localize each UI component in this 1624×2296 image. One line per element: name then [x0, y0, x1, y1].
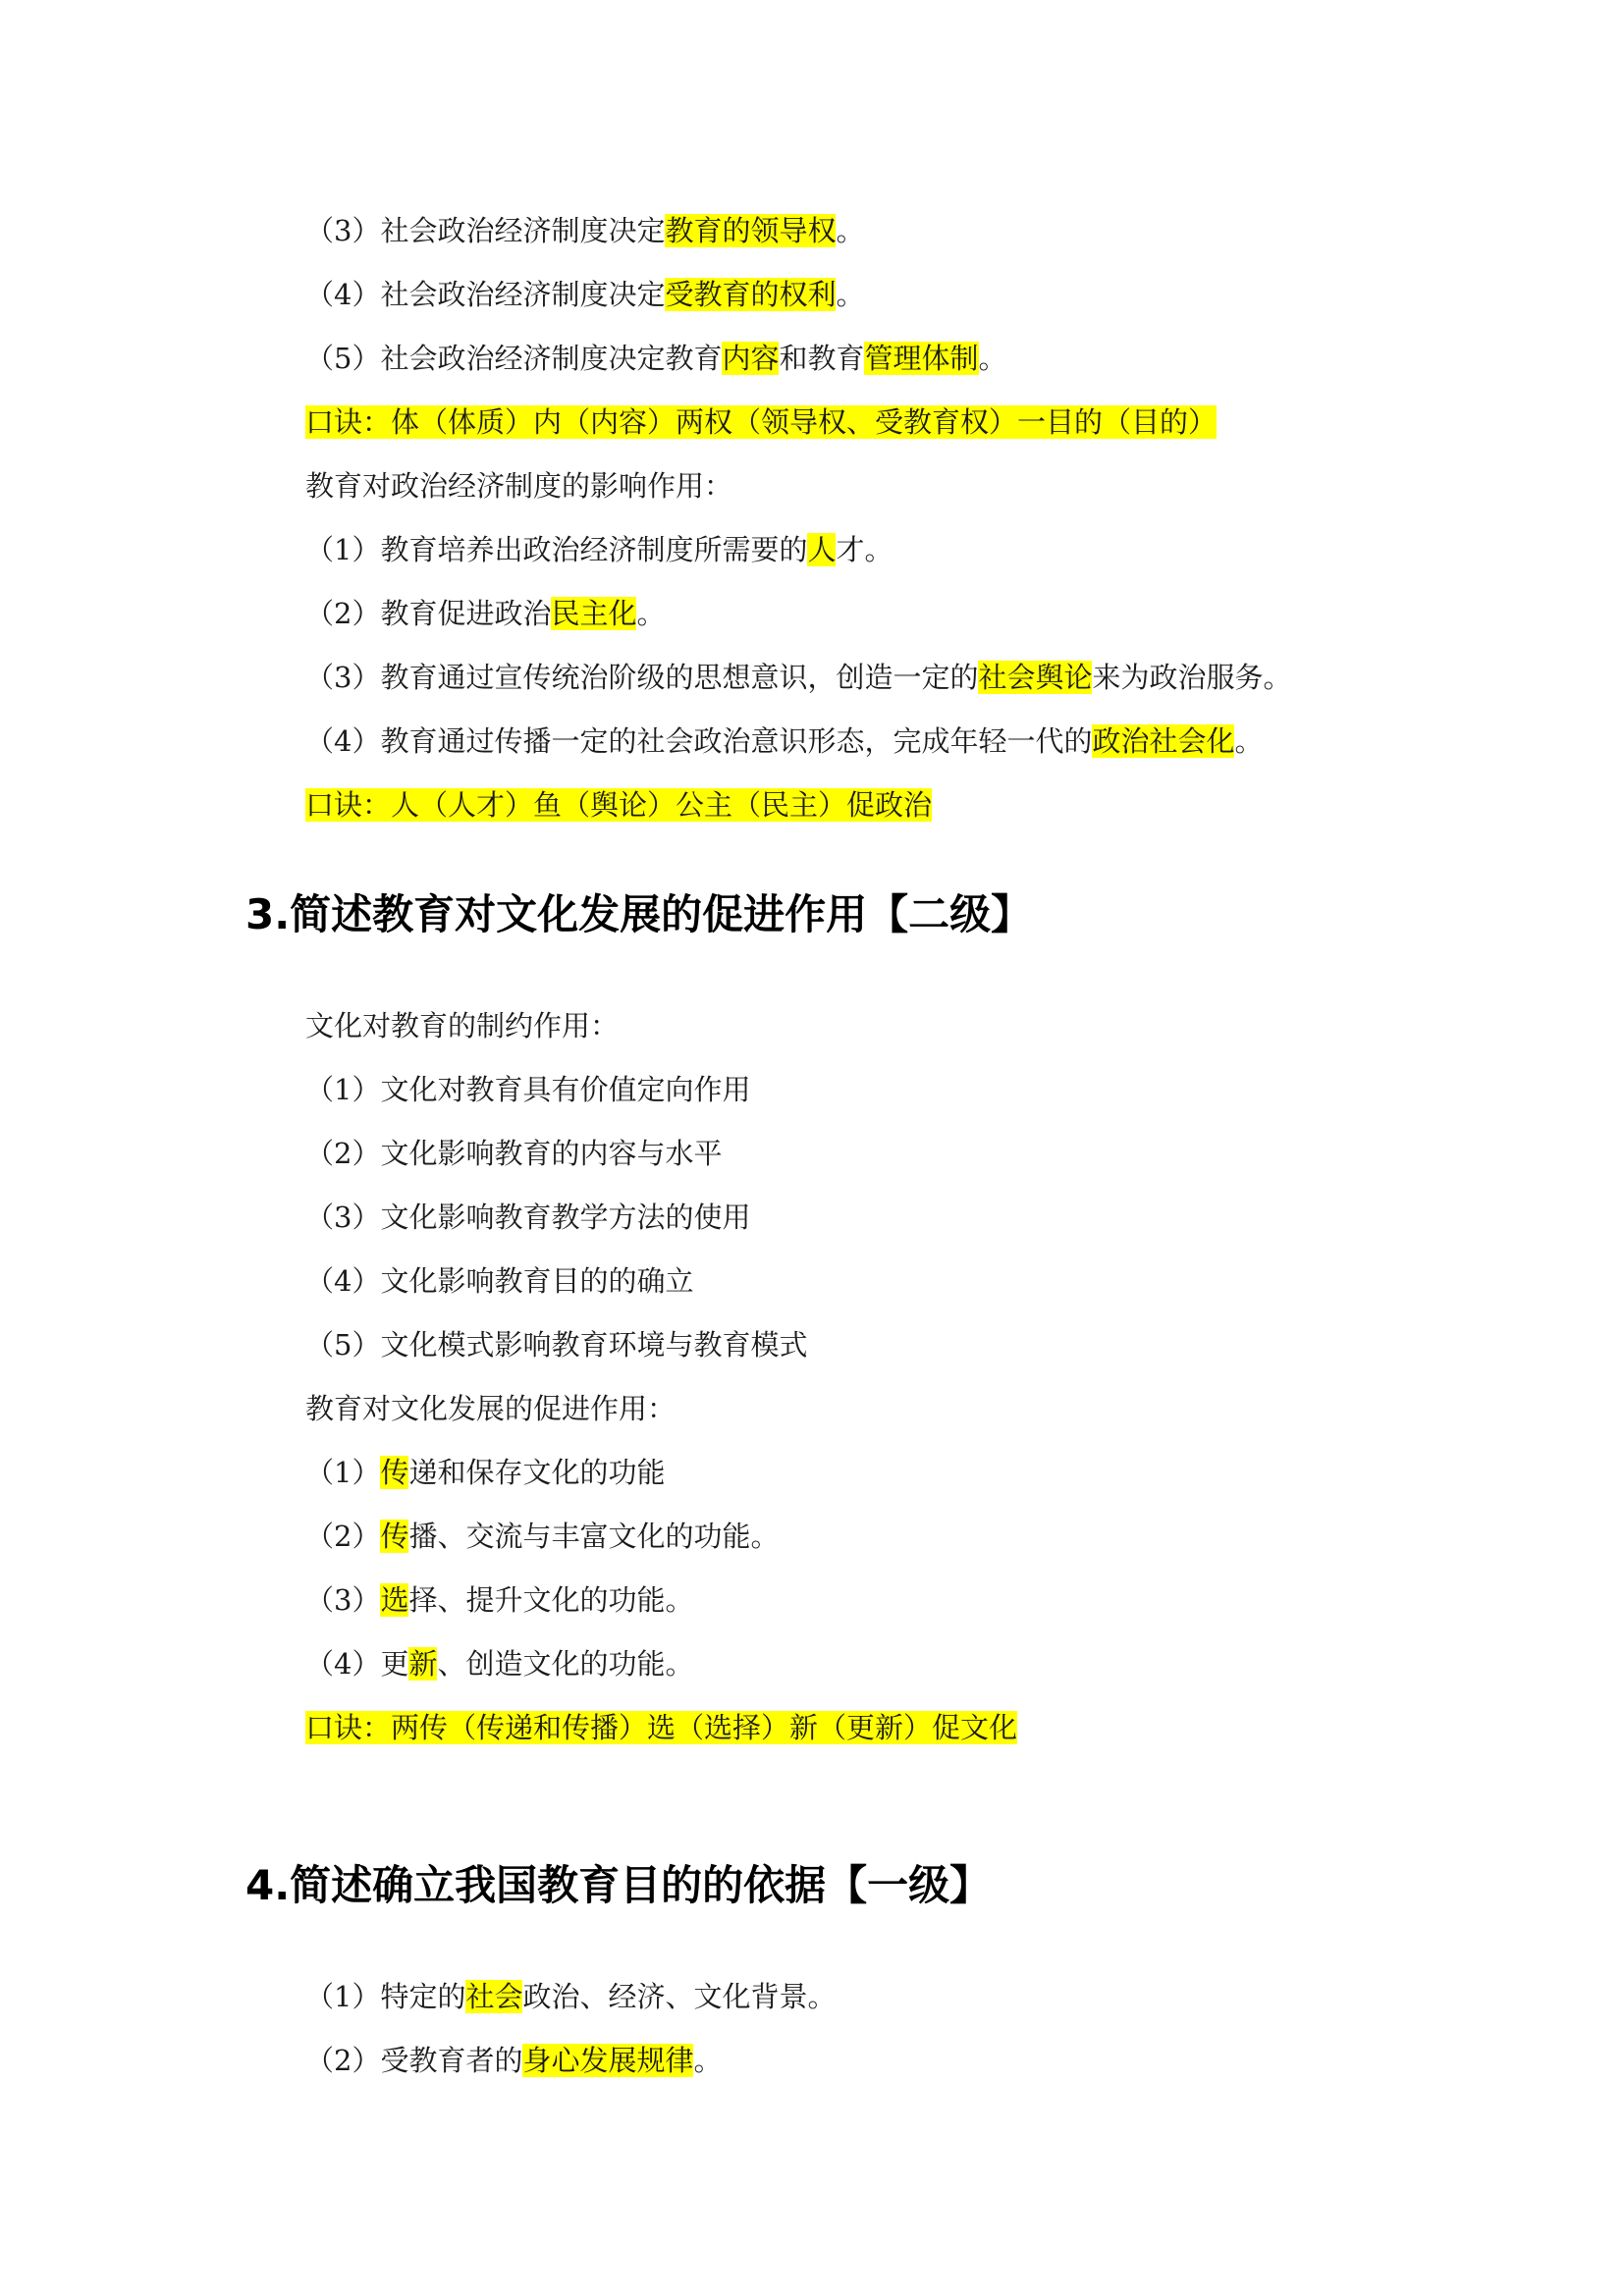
text-line: （2）教育促进政治民主化。: [305, 597, 666, 630]
highlight: 传: [380, 1520, 409, 1553]
mnemonic-line: [305, 783, 932, 827]
intro-line: 教育对文化发展的促进作用：: [305, 1392, 677, 1425]
intro-line: 教育对政治经济制度的影响作用：: [305, 469, 733, 503]
text-line: （3）社会政治经济制度决定教育的领导权。: [305, 214, 865, 247]
highlight: 选: [380, 1583, 409, 1617]
text-line: （4）更新、创造文化的功能。: [305, 1647, 694, 1681]
text-line: （3）教育通过宣传统治阶级的思想意识，创造一定的社会舆论来为政治服务。: [305, 661, 1292, 694]
highlight: 管理体制: [864, 342, 979, 375]
text-line: （1）教育培养出政治经济制度所需要的人才。: [305, 533, 893, 566]
highlight: 社会舆论: [978, 661, 1093, 694]
text-line: （4）文化影响教育目的的确立: [305, 1264, 694, 1298]
text-line: （1）文化对教育具有价值定向作用: [305, 1073, 751, 1106]
text-line: （5）社会政治经济制度决定教育内容和教育管理体制。: [305, 342, 1007, 375]
mnemonic-line: [305, 400, 1217, 444]
highlight: 口诀：两传（传递和传播）选（选择）新（更新）促文化: [305, 1711, 1018, 1744]
mnemonic-line: [305, 1706, 1017, 1749]
text-line: （3）文化影响教育教学方法的使用: [305, 1201, 751, 1234]
highlight: 新: [408, 1647, 438, 1681]
highlight: 内容: [722, 342, 780, 375]
highlight: 受教育的权利: [665, 278, 837, 311]
highlight: 身心发展规律: [522, 2044, 694, 2077]
highlight: 民主化: [551, 597, 637, 630]
highlight: 口诀：体（体质）内（内容）两权（领导权、受教育权）一目的（目的）: [305, 405, 1218, 439]
highlight: 口诀：人（人才）鱼（舆论）公主（民主）促政治: [305, 788, 933, 822]
text-line: （1）特定的社会政治、经济、文化背景。: [305, 1980, 837, 2013]
text-line: （4）教育通过传播一定的社会政治意识形态，完成年轻一代的政治社会化。: [305, 724, 1264, 758]
highlight: 教育的领导权: [665, 214, 837, 247]
section-heading: 3.简述教育对文化发展的促进作用【二级】: [245, 890, 1033, 938]
highlight: 社会: [465, 1980, 523, 2013]
section-heading: 4.简述确立我国教育目的的依据【一级】: [245, 1861, 992, 1909]
highlight: 政治社会化: [1092, 724, 1235, 758]
text-line: （2）受教育者的身心发展规律。: [305, 2044, 723, 2077]
text-line: （1）传递和保存文化的功能: [305, 1456, 666, 1489]
highlight: 人: [807, 533, 837, 566]
highlight: 传: [380, 1456, 409, 1489]
text-line: （3）选择、提升文化的功能。: [305, 1583, 694, 1617]
text-line: （5）文化模式影响教育环境与教育模式: [305, 1328, 808, 1362]
intro-line: 文化对教育的制约作用：: [305, 1009, 620, 1042]
text-line: （2）文化影响教育的内容与水平: [305, 1137, 723, 1170]
text-line: （2）传播、交流与丰富文化的功能。: [305, 1520, 780, 1553]
text-line: （4）社会政治经济制度决定受教育的权利。: [305, 278, 865, 311]
